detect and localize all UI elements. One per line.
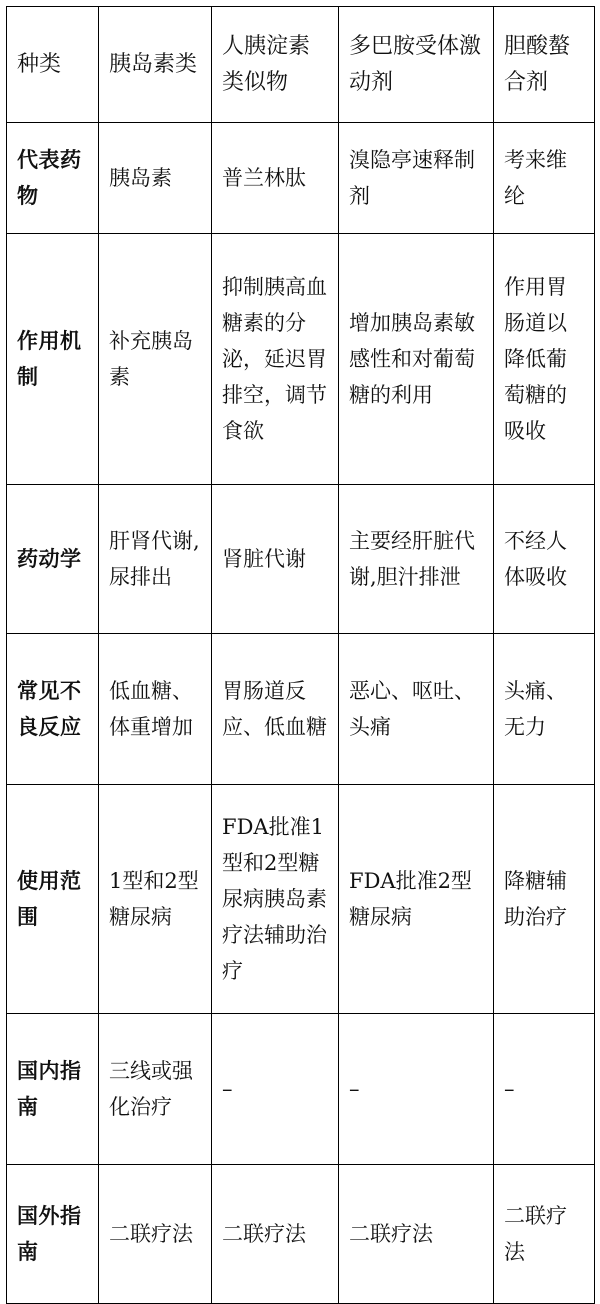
- table-cell: FDA批准1型和2型糖尿病胰岛素疗法辅助治疗: [212, 785, 339, 1014]
- table-cell: 不经人体吸收: [494, 485, 595, 634]
- table-cell: 肝肾代谢,尿排出: [99, 485, 212, 634]
- header-dopamine-agonist: 多巴胺受体激动剂: [339, 7, 494, 123]
- table-row: [7, 1165, 595, 1304]
- table-cell: 二联疗法: [339, 1165, 494, 1304]
- table-row: [7, 485, 595, 634]
- table-row: [7, 1014, 595, 1165]
- table-cell: 胰岛素: [99, 123, 212, 234]
- row-label-foreign-guideline: 国外指南: [7, 1165, 99, 1304]
- table-cell: FDA批准2型糖尿病: [339, 785, 494, 1014]
- row-label-representative-drug: 代表药物: [7, 123, 99, 234]
- header-insulin: 胰岛素类: [99, 7, 212, 123]
- table-cell: 二联疗法: [212, 1165, 339, 1304]
- table-cell: 主要经肝脏代谢,胆汁排泄: [339, 485, 494, 634]
- table-cell: 1型和2型糖尿病: [99, 785, 212, 1014]
- row-label-adverse-reactions: 常见不良反应: [7, 634, 99, 785]
- table-cell: 头痛、无力: [494, 634, 595, 785]
- table-row: [7, 785, 595, 1014]
- table-cell: 二联疗法: [494, 1165, 595, 1304]
- table-cell: 考来维纶: [494, 123, 595, 234]
- table-cell: –: [339, 1014, 494, 1165]
- table-cell: 抑制胰高血糖素的分泌，延迟胃排空，调节食欲: [212, 234, 339, 485]
- table-cell: 低血糖、体重增加: [99, 634, 212, 785]
- table-header-row: [7, 7, 595, 123]
- table-cell: –: [212, 1014, 339, 1165]
- table-cell: 肾脏代谢: [212, 485, 339, 634]
- table-cell: 二联疗法: [99, 1165, 212, 1304]
- row-label-pharmacokinetics: 药动学: [7, 485, 99, 634]
- table-cell: 降糖辅助治疗: [494, 785, 595, 1014]
- table-cell: 补充胰岛素: [99, 234, 212, 485]
- table-cell: 普兰林肽: [212, 123, 339, 234]
- table-cell: 胃肠道反应、低血糖: [212, 634, 339, 785]
- table-row: [7, 234, 595, 485]
- table-cell: 作用胃肠道以降低葡萄糖的吸收: [494, 234, 595, 485]
- header-category: 种类: [7, 7, 99, 123]
- header-bile-acid-sequestrant: 胆酸螯合剂: [494, 7, 595, 123]
- table-row: [7, 123, 595, 234]
- drug-comparison-table: [6, 6, 595, 1304]
- table-row: [7, 634, 595, 785]
- row-label-usage-scope: 使用范围: [7, 785, 99, 1014]
- table-cell: 三线或强化治疗: [99, 1014, 212, 1165]
- table-cell: 恶心、呕吐、头痛: [339, 634, 494, 785]
- table-cell: 溴隐亭速释制剂: [339, 123, 494, 234]
- header-amylin-analog: 人胰淀素类似物: [212, 7, 339, 123]
- row-label-domestic-guideline: 国内指南: [7, 1014, 99, 1165]
- row-label-mechanism: 作用机制: [7, 234, 99, 485]
- table-cell: 增加胰岛素敏感性和对葡萄糖的利用: [339, 234, 494, 485]
- table-cell: –: [494, 1014, 595, 1165]
